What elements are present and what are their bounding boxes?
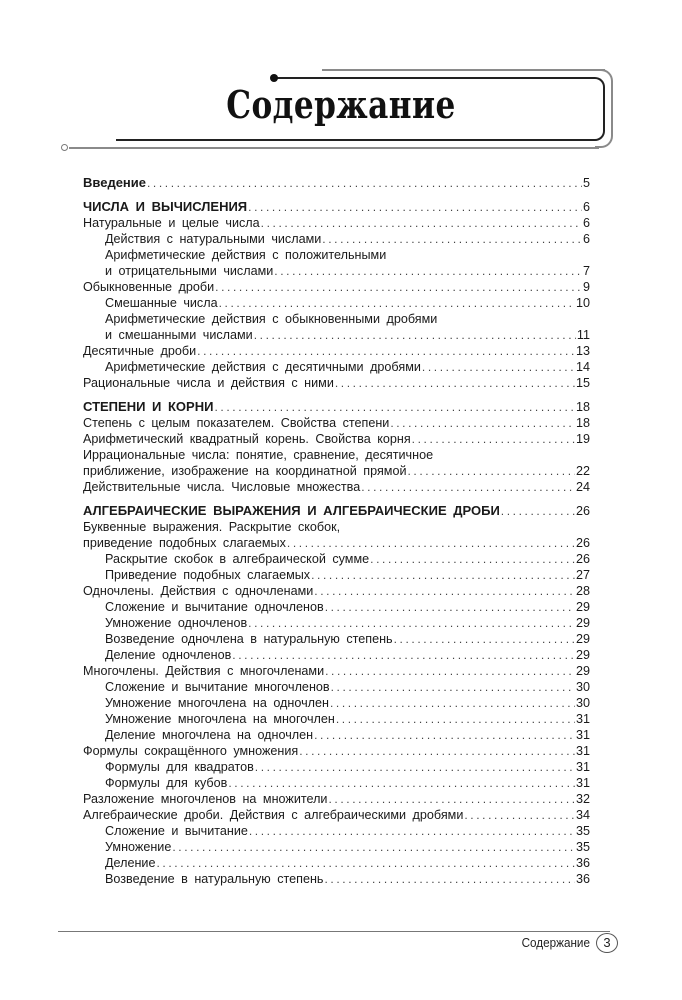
dot-leader [390, 415, 575, 431]
dot-leader [274, 263, 582, 279]
toc-entry-page: 15 [575, 376, 590, 390]
footer-divider [58, 931, 610, 932]
toc-entry-page: 26 [575, 536, 590, 550]
toc-entry-title: Разложение многочленов на множители [83, 792, 328, 806]
toc-section-heading[interactable] [83, 199, 590, 215]
dot-leader [232, 647, 575, 663]
dot-leader [422, 359, 575, 375]
dot-leader [361, 479, 575, 495]
toc-entry-page: 26 [575, 552, 590, 566]
toc-entry[interactable] [83, 823, 590, 839]
toc-entry-page: 22 [575, 464, 590, 478]
toc-entry-page: 36 [575, 856, 590, 870]
dot-leader [394, 631, 575, 647]
toc-entry-page: 13 [575, 344, 590, 358]
toc-entry-page: 36 [575, 872, 590, 886]
toc-entry-page: 11 [576, 328, 590, 342]
toc-entry-page: 31 [575, 728, 590, 742]
toc-entry-title: Арифметические действия с обыкновенными дробями [105, 312, 438, 326]
toc-entry[interactable] [83, 311, 590, 327]
toc-entry-page: 35 [575, 840, 590, 854]
frame-dot-icon [270, 74, 278, 82]
dot-leader [249, 823, 575, 839]
toc-entry-page: 14 [575, 360, 590, 374]
toc-entry-title: Смешанные числа [105, 296, 218, 310]
dot-leader [328, 791, 575, 807]
dot-leader [299, 743, 575, 759]
toc-entry-title: Десятичные дроби [83, 344, 197, 358]
dot-leader [336, 711, 575, 727]
dot-leader [325, 663, 575, 679]
dot-leader [311, 567, 575, 583]
toc-entry[interactable] [83, 479, 590, 495]
toc-entry[interactable] [83, 695, 590, 711]
frame-circle-icon [61, 144, 68, 151]
toc-entry-title: Арифметические действия с десятичными дробями [105, 360, 421, 374]
dot-leader [314, 727, 575, 743]
toc-entry-title: Умножение [105, 840, 172, 854]
toc-entry[interactable] [83, 663, 590, 679]
toc-entry-title: Действительные числа. Числовые множества [83, 480, 361, 494]
toc-entry-page: 24 [575, 480, 590, 494]
toc-entry-page: 31 [575, 744, 590, 758]
toc-entry[interactable] [83, 463, 590, 479]
toc-entry-title: Деление многочлена на одночлен [105, 728, 314, 742]
toc-entry[interactable] [83, 231, 590, 247]
toc-entry-title: Раскрытие скобок в алгебраической сумме [105, 552, 370, 566]
toc-entry-title: Многочлены. Действия с многочленами [83, 664, 325, 678]
dot-leader [254, 327, 576, 343]
toc-entry[interactable] [83, 431, 590, 447]
toc-entry[interactable] [83, 647, 590, 663]
toc-entry-title: приближение, изображение на координатной прямой [83, 464, 407, 478]
dot-leader [248, 199, 582, 215]
toc-entry-page: 6 [582, 216, 590, 230]
footer-section-label: Содержание [521, 935, 590, 950]
toc-entry[interactable] [83, 535, 590, 551]
toc-entry[interactable] [83, 295, 590, 311]
toc-entry-page: 29 [575, 616, 590, 630]
toc-entry-page: 9 [582, 280, 590, 294]
toc-entry-page: 6 [582, 200, 590, 214]
toc-entry-title: Арифметические действия с положительными [105, 248, 387, 262]
dot-leader [197, 343, 575, 359]
title-frame-outer-top [322, 69, 605, 71]
toc-entry-title: Формулы для кубов [105, 776, 228, 790]
dot-leader [214, 399, 575, 415]
dot-leader [219, 295, 575, 311]
toc-entry-title: Действия с натуральными числами [105, 232, 322, 246]
dot-leader [331, 679, 575, 695]
toc-entry[interactable] [83, 599, 590, 615]
dot-leader [255, 759, 575, 775]
toc-entry-title: приведение подобных слагаемых [83, 536, 286, 550]
page-title: Содержание [226, 82, 456, 127]
toc-entry[interactable] [83, 839, 590, 855]
toc-entry-title: Степень с целым показателем. Свойства степени [83, 416, 390, 430]
toc-entry[interactable] [83, 567, 590, 583]
toc-entry-title: Арифметический квадратный корень. Свойства корня [83, 432, 411, 446]
toc-entry[interactable] [83, 711, 590, 727]
toc-entry-title: Сложение и вычитание многочленов [105, 680, 330, 694]
toc-entry-title: Сложение и вычитание одночленов [105, 600, 324, 614]
toc-entry-title: Возведение одночлена в натуральную степень [105, 632, 393, 646]
toc-entry[interactable] [83, 791, 590, 807]
toc-entry-title: Обыкновенные дроби [83, 280, 215, 294]
toc-entry[interactable] [83, 415, 590, 431]
toc-entry-page: 5 [582, 176, 590, 190]
toc-entry-page: 6 [582, 232, 590, 246]
toc-entry-page: 30 [575, 680, 590, 694]
toc-entry[interactable] [83, 727, 590, 743]
toc-entry-page: 34 [575, 808, 590, 822]
toc-entry-title: Возведение в натуральную степень [105, 872, 324, 886]
toc-entry[interactable] [83, 327, 590, 343]
toc-entry-title: Деление одночленов [105, 648, 232, 662]
toc-entry[interactable] [83, 615, 590, 631]
toc-entry-title: Сложение и вычитание [105, 824, 248, 838]
toc-entry-title: Приведение подобных слагаемых [105, 568, 311, 582]
toc-entry-title: и смешанными числами [105, 328, 253, 342]
dot-leader [172, 839, 575, 855]
dot-leader [407, 463, 575, 479]
dot-leader [156, 855, 575, 871]
toc-entry-page: 18 [575, 416, 590, 430]
toc-entry-title: Деление [105, 856, 156, 870]
table-of-contents [83, 175, 590, 887]
toc-entry[interactable] [83, 679, 590, 695]
title-frame-inner-top [274, 77, 594, 79]
page-number: 3 [596, 933, 618, 953]
dot-leader [370, 551, 575, 567]
toc-entry-title: Алгебраические дроби. Действия с алгебраическими дробями [83, 808, 464, 822]
toc-entry-title: Иррациональные числа: понятие, сравнение, десятичное [83, 448, 434, 462]
dot-leader [314, 583, 575, 599]
toc-entry-title: Формулы сокращённого умножения [83, 744, 299, 758]
toc-entry-page: 32 [575, 792, 590, 806]
toc-entry-page: 29 [575, 632, 590, 646]
dot-leader [325, 599, 575, 615]
dot-leader [330, 695, 575, 711]
dot-leader [147, 175, 582, 191]
dot-leader [261, 215, 582, 231]
toc-entry[interactable] [83, 743, 590, 759]
toc-entry-title: Введение [83, 175, 146, 190]
toc-entry-page: 31 [575, 776, 590, 790]
toc-entry-page: 7 [582, 264, 590, 278]
toc-entry-title: Умножение многочлена на одночлен [105, 696, 329, 710]
toc-entry-page: 29 [575, 664, 590, 678]
title-frame-outer-bottom [69, 147, 599, 149]
toc-entry-page: 35 [575, 824, 590, 838]
toc-entry[interactable] [83, 343, 590, 359]
toc-entry[interactable] [83, 551, 590, 567]
toc-entry-title: Умножение многочлена на многочлен [105, 712, 335, 726]
toc-entry-title: Рациональные числа и действия с ними [83, 376, 334, 390]
dot-leader [335, 375, 575, 391]
toc-entry-page: 30 [575, 696, 590, 710]
toc-entry-page: 29 [575, 600, 590, 614]
toc-entry[interactable] [83, 247, 590, 263]
toc-entry-title: Натуральные и целые числа [83, 216, 260, 230]
toc-entry[interactable] [83, 759, 590, 775]
toc-entry[interactable] [83, 279, 590, 295]
dot-leader [324, 871, 575, 887]
toc-entry[interactable] [83, 855, 590, 871]
toc-entry-title: ЧИСЛА И ВЫЧИСЛЕНИЯ [83, 199, 248, 214]
toc-entry-page: 29 [575, 648, 590, 662]
toc-entry-page: 27 [575, 568, 590, 582]
toc-entry-page: 31 [575, 712, 590, 726]
toc-section-heading[interactable] [83, 503, 590, 519]
dot-leader [464, 807, 575, 823]
toc-entry-page: 18 [575, 400, 590, 414]
toc-entry-title: СТЕПЕНИ И КОРНИ [83, 399, 214, 414]
dot-leader [215, 279, 582, 295]
toc-entry[interactable] [83, 215, 590, 231]
dot-leader [501, 503, 575, 519]
toc-entry[interactable] [83, 263, 590, 279]
toc-entry-title: Формулы для квадратов [105, 760, 254, 774]
toc-entry-title: Одночлены. Действия с одночленами [83, 584, 314, 598]
toc-entry-page: 10 [575, 296, 590, 310]
toc-entry[interactable] [83, 871, 590, 887]
toc-entry[interactable] [83, 631, 590, 647]
dot-leader [287, 535, 575, 551]
toc-entry[interactable] [83, 447, 590, 463]
toc-section-heading[interactable] [83, 399, 590, 415]
dot-leader [228, 775, 575, 791]
toc-entry-page: 31 [575, 760, 590, 774]
toc-entry[interactable] [83, 807, 590, 823]
toc-entry-page: 19 [575, 432, 590, 446]
toc-entry[interactable] [83, 775, 590, 791]
toc-entry[interactable] [83, 359, 590, 375]
toc-entry-title: Буквенные выражения. Раскрытие скобок, [83, 520, 341, 534]
toc-entry-title: и отрицательными числами [105, 264, 274, 278]
toc-section-heading[interactable] [83, 175, 590, 191]
dot-leader [248, 615, 575, 631]
dot-leader [412, 431, 575, 447]
toc-entry-page: 28 [575, 584, 590, 598]
toc-entry[interactable] [83, 375, 590, 391]
toc-entry-page: 26 [575, 504, 590, 518]
dot-leader [322, 231, 582, 247]
title-frame-inner-bottom [116, 139, 594, 141]
toc-entry[interactable] [83, 583, 590, 599]
toc-entry-title: АЛГЕБРАИЧЕСКИЕ ВЫРАЖЕНИЯ И АЛГЕБРАИЧЕСКИЕ ДРОБИ [83, 503, 500, 518]
toc-entry-title: Умножение одночленов [105, 616, 248, 630]
toc-entry[interactable] [83, 519, 590, 535]
